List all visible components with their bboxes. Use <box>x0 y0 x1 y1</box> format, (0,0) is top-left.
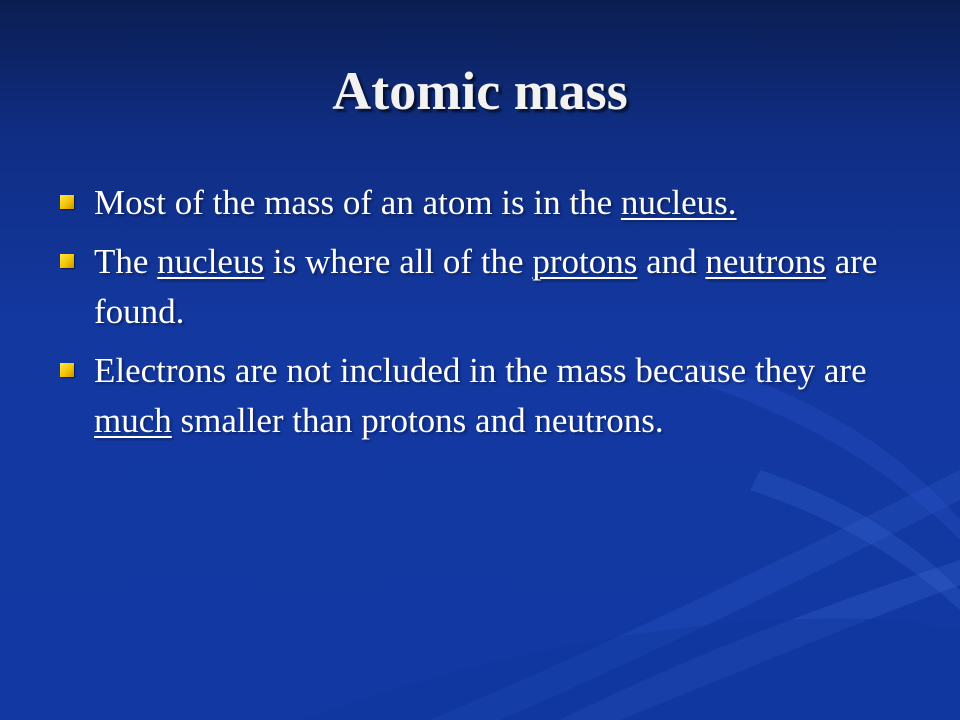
square-bullet-icon <box>60 363 74 377</box>
underlined-term: nucleus <box>157 242 265 281</box>
bullet-text-segment: smaller than protons and neutrons. <box>171 401 664 440</box>
square-bullet-icon <box>60 195 74 209</box>
bullet-text <box>94 351 867 440</box>
bullet-text-segment: Most of the mass of an atom is in the <box>94 183 621 222</box>
bullet-item <box>60 346 900 446</box>
bullet-text <box>94 183 737 222</box>
bullet-text-segment: Electrons are not included in the mass because they are <box>94 351 867 390</box>
underlined-term: neutrons <box>705 242 826 281</box>
square-bullet-icon <box>60 254 74 268</box>
underlined-term: much <box>94 401 172 440</box>
bullet-text-segment: and <box>637 242 706 281</box>
bullet-text <box>94 242 877 331</box>
slide-title: Atomic mass <box>332 61 628 121</box>
bullet-item <box>60 178 900 228</box>
underlined-term: nucleus. <box>620 183 737 222</box>
bullet-text-segment: The <box>94 242 158 281</box>
underlined-term: protons <box>532 242 638 281</box>
bullet-text-segment: is where all of the <box>264 242 533 281</box>
bullet-item <box>60 237 900 337</box>
bullet-list <box>60 178 900 455</box>
bullet-text-segment: are found. <box>94 242 878 331</box>
